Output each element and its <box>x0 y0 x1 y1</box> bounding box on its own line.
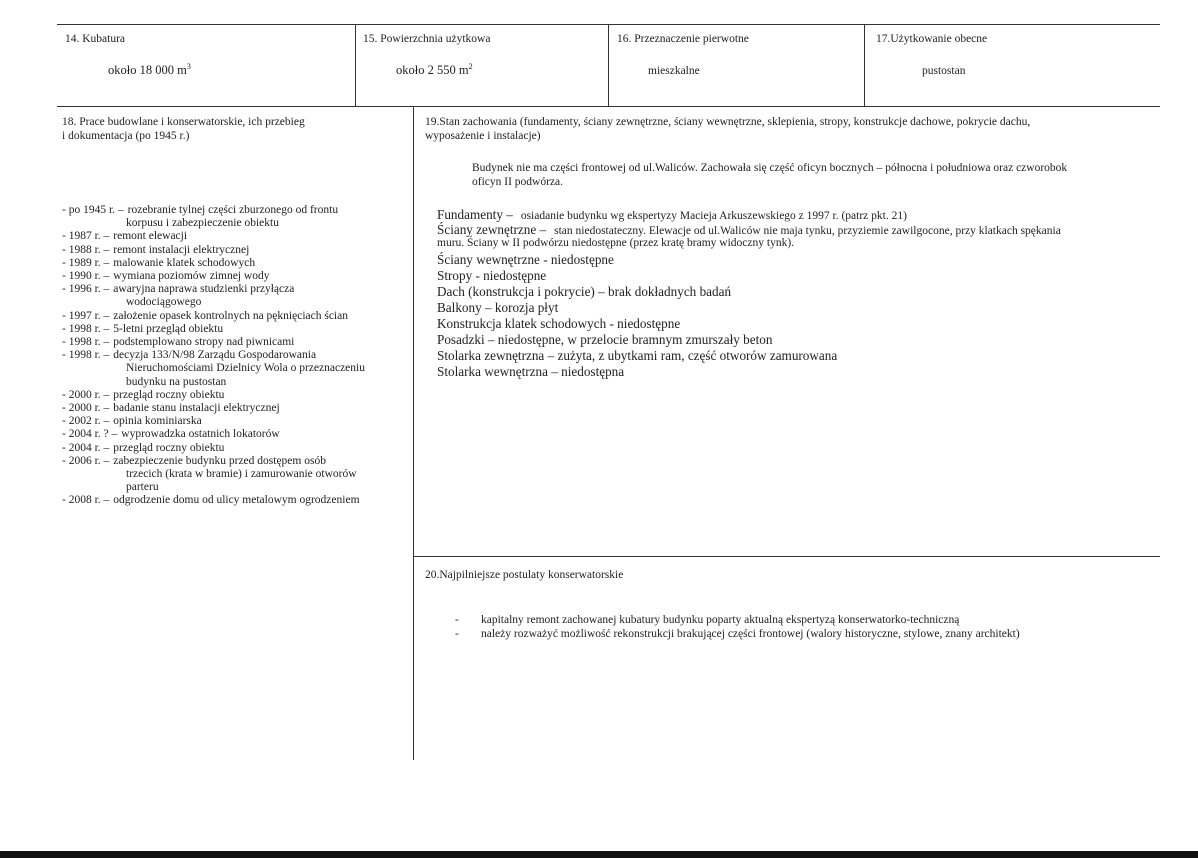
history-text: remont instalacji elektrycznej <box>113 243 250 256</box>
history-entry-first-line <box>62 283 407 296</box>
history-entry <box>62 402 407 415</box>
history-year: - 2000 r. – <box>62 402 110 415</box>
history-year: - 2004 r. – <box>62 441 110 454</box>
history-entry <box>62 494 407 507</box>
history-text: przegląd roczny obiektu <box>113 388 225 401</box>
history-entry-first-line <box>62 323 407 336</box>
stan-line-6: Stolarka zewnętrzna – zużyta, z ubytkami ram, część otworów zamurowana <box>437 348 838 363</box>
history-year: - 2006 r. – <box>62 454 110 467</box>
history-text: remont elewacji <box>113 230 188 243</box>
history-text: założenie opasek kontrolnych na pęknięciach ścian <box>113 309 348 322</box>
history-text: decyzja 133/N/98 Zarządu Gospodarowania <box>113 349 317 362</box>
uzytkowanie-label: 17.Użytkowanie obecne <box>876 33 988 45</box>
section-20-top-rule <box>413 556 1160 557</box>
history-text: wymiana poziomów zimnej wody <box>113 270 270 283</box>
history-entry-continuation <box>62 468 407 481</box>
history-year: - 1998 r. – <box>62 349 110 362</box>
history-year: - 2000 r. – <box>62 388 110 401</box>
prace-label-line2: i dokumentacja (po 1945 r.) <box>62 130 190 142</box>
history-year: - 1998 r. – <box>62 322 110 335</box>
stan-intro-line2: oficyn II podwórza. <box>472 176 564 188</box>
col-divider-2 <box>608 24 609 106</box>
history-text: odgrodzenie domu od ulicy metalowym ogrodzeniem <box>113 494 360 507</box>
history-entry-continuation <box>62 362 407 375</box>
przeznaczenie-value: mieszkalne <box>648 65 700 77</box>
history-entry-continuation <box>62 217 407 230</box>
history-entry <box>62 336 407 349</box>
history-entry <box>62 204 407 230</box>
fundamenty-head: Fundamenty – <box>437 207 513 222</box>
history-text: rozebranie tylnej części zburzonego od frontu <box>127 204 339 216</box>
kubatura-label: 14. Kubatura <box>65 33 126 45</box>
history-year: - 1987 r. – <box>62 230 110 243</box>
postulat-text: należy rozważyć możliwość rekonstrukcji brakującej części frontowej (walory historyczne, stylowe, znany architekt) <box>481 627 1020 640</box>
uzytkowanie-value: pustostan <box>922 65 966 77</box>
history-entry-first-line <box>62 415 407 428</box>
history-year: - 1998 r. – <box>62 336 110 349</box>
prace-label-line1: 18. Prace budowlane i konserwatorskie, ich przebieg <box>62 116 305 128</box>
history-entry-first-line <box>62 204 407 217</box>
history-entry <box>62 455 407 495</box>
history-entry <box>62 428 407 441</box>
section-divider <box>413 106 414 760</box>
powierzchnia-label: 15. Powierzchnia użytkowa <box>363 33 491 45</box>
history-year: - 1990 r. – <box>62 270 110 283</box>
history-entry <box>62 349 407 389</box>
history-entry <box>62 270 407 283</box>
history-entry-first-line <box>62 494 407 507</box>
history-text: wyprowadzka ostatnich lokatorów <box>121 428 280 441</box>
history-entry-continuation <box>62 376 407 389</box>
stan-line-0: Ściany wewnętrzne - niedostępne <box>437 252 614 267</box>
history-entry <box>62 442 407 455</box>
sciany-zewnetrzne-text-2: muru. Ściany w II podwórzu niedostępne (przez kratę bramy widoczny tynk). <box>437 237 795 249</box>
history-entry-first-line <box>62 455 407 468</box>
header-row-bottom-rule <box>57 106 1160 107</box>
history-entry-first-line <box>62 257 407 270</box>
history-entry <box>62 244 407 257</box>
powierzchnia-value: około 2 550 $m^2$ <box>396 62 473 77</box>
history-entry <box>62 230 407 243</box>
stan-line-1: Stropy - niedostępne <box>437 268 547 283</box>
history-year: - 2002 r. – <box>62 415 110 428</box>
history-entry <box>62 257 407 270</box>
history-entry <box>62 323 407 336</box>
history-year: - 2004 r. ? – <box>62 428 118 441</box>
history-entry-first-line <box>62 349 407 362</box>
history-text: trzecich (krata w bramie) i zamurowanie otworów <box>126 468 357 481</box>
history-entry-first-line <box>62 336 407 349</box>
history-entry-first-line <box>62 310 407 323</box>
postulat-text: kapitalny remont zachowanej kubatury budynku poparty aktualną ekspertyzą konserwatorko-techniczną <box>481 614 960 626</box>
przeznaczenie-label: 16. Przeznaczenie pierwotne <box>617 33 749 45</box>
stan-line-7: Stolarka wewnętrzna – niedostępna <box>437 364 625 379</box>
history-entry-first-line <box>62 244 407 257</box>
history-entry-first-line <box>62 389 407 402</box>
stan-label-line2: wyposażenie i instalacje) <box>425 130 541 142</box>
scan-edge <box>0 851 1198 858</box>
history-text: budynku na pustostan <box>126 375 227 388</box>
history-text: awaryjna naprawa studzienki przyłącza <box>113 283 295 296</box>
history-year: - 1997 r. – <box>62 309 110 322</box>
postulat-dash: - <box>455 627 459 640</box>
history-entry <box>62 415 407 428</box>
history-year: - 1989 r. – <box>62 256 110 269</box>
history-text: badanie stanu instalacji elektrycznej <box>113 402 280 415</box>
postulaty-label: 20.Najpilniejsze postulaty konserwatorskie <box>425 569 624 581</box>
history-text: opinia kominiarska <box>113 415 202 428</box>
sciany-zewnetrzne-text: stan niedostateczny. Elewacje od ul.Waliców nie maja tynku, przyziemie zawilgocone, przy klatkach spękania <box>554 225 1061 237</box>
history-year: - po 1945 r. – <box>62 204 124 216</box>
history-text: 5-letni przegląd obiektu <box>113 322 224 335</box>
stan-line-5: Posadzki – niedostępne, w przelocie bramnym zmurszały beton <box>437 332 773 347</box>
history-year: - 1996 r. – <box>62 283 110 296</box>
history-text: parteru <box>126 481 159 494</box>
history-text: zabezpieczenie budynku przed dostępem osób <box>113 454 326 467</box>
stan-intro-line1: Budynek nie ma części frontowej od ul.Waliców. Zachowała się część oficyn bocznych – północna i południowa oraz czworobok <box>472 162 1068 174</box>
history-entry-first-line <box>62 442 407 455</box>
col-divider-3 <box>864 24 865 106</box>
history-entry <box>62 310 407 323</box>
history-year: - 1988 r. – <box>62 243 110 256</box>
history-text: przegląd roczny obiektu <box>113 441 225 454</box>
history-entry <box>62 389 407 402</box>
col-divider-1 <box>355 24 356 106</box>
history-entry-first-line <box>62 270 407 283</box>
postulat-item <box>455 628 1020 642</box>
history-entry-continuation <box>62 481 407 494</box>
history-entry-first-line <box>62 402 407 415</box>
stan-line-3: Balkony – korozja płyt <box>437 300 559 315</box>
postulat-dash: - <box>455 614 459 626</box>
history-text: wodociągowego <box>126 296 202 309</box>
kubatura-value: około 18 000 $m^3$ <box>108 62 191 77</box>
postulat-item <box>455 614 1020 628</box>
history-text: korpusu i zabezpieczenie obiektu <box>126 217 279 230</box>
history-entry-first-line <box>62 230 407 243</box>
history-text: malowanie klatek schodowych <box>113 256 256 269</box>
fundamenty-text: osiadanie budynku wg ekspertyzy Macieja Arkuszewskiego z 1997 r. (patrz pkt. 21) <box>520 210 907 222</box>
history-year: - 2008 r. – <box>62 494 110 507</box>
history-entry <box>62 283 407 309</box>
history-entry-continuation <box>62 296 407 309</box>
history-text: podstemplowano stropy nad piwnicami <box>113 336 295 349</box>
stan-label-line1: 19.Stan zachowania (fundamenty, ściany zewnętrzne, ściany wewnętrzne, sklepienia, stropy, konstrukcje dachowe, pokrycie dachu, <box>425 116 1031 128</box>
stan-line-4: Konstrukcja klatek schodowych - niedostępne <box>437 316 681 331</box>
sciany-zewnetrzne-head: Ściany zewnętrzne – <box>437 222 547 237</box>
history-entry-first-line <box>62 428 407 441</box>
stan-line-2: Dach (konstrukcja i pokrycie) – brak dokładnych badań <box>437 284 732 299</box>
postulaty-list <box>455 614 1020 641</box>
prace-history-list <box>62 204 407 508</box>
history-text: Nieruchomościami Dzielnicy Wola o przeznaczeniu <box>126 362 365 375</box>
